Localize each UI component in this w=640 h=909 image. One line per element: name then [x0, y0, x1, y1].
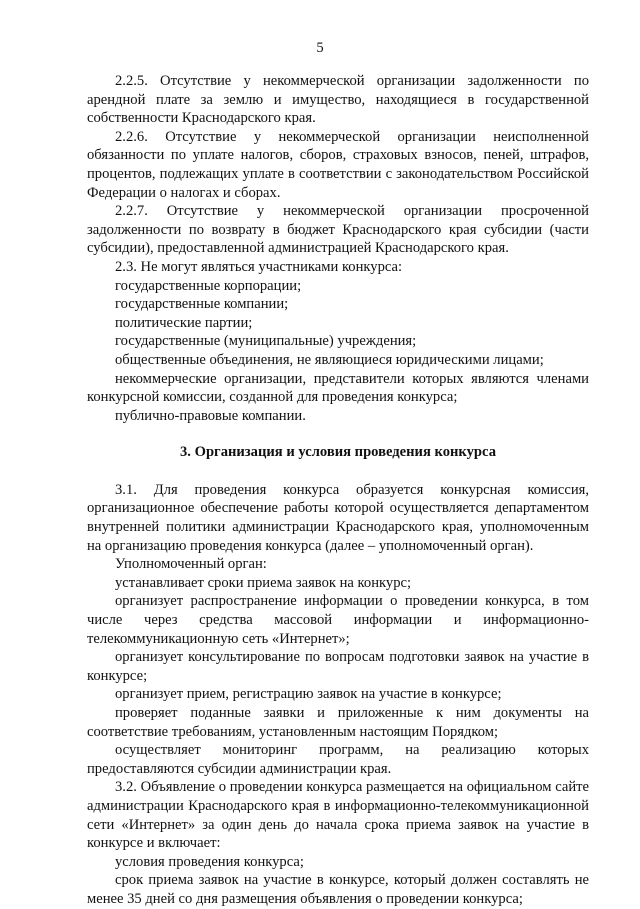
list-item: организует распространение информации о проведении конкурса, в том числе через средства массовой информации и информационно-телекоммуникационную сеть «Интернет»;	[87, 593, 589, 647]
list-item: осуществляет мониторинг программ, на реализацию которых предоставляются субсидии администрации края.	[87, 742, 589, 777]
list-item: срок приема заявок на участие в конкурсе, который должен составлять не менее 35 дней со дня размещения объявления о проведении конкурса;	[87, 872, 589, 907]
paragraph-3-1: 3.1. Для проведения конкурса образуется конкурсная комиссия, организационное обеспечение работы которой осуществляется департаментом внутренней политики администрации Краснодарского края, уполномоченным на организацию проведения конкурса (далее – уполномоченный орган).	[87, 481, 589, 554]
list-item: организует прием, регистрацию заявок на участие в конкурсе;	[115, 686, 502, 703]
list-item: государственные корпорации;	[115, 277, 302, 294]
list-item: условия проведения конкурса;	[115, 853, 304, 870]
paragraph-2-3: 2.3. Не могут являться участниками конкурса:	[115, 258, 403, 275]
paragraph-2-2-6: 2.2.6. Отсутствие у некоммерческой организации неисполненной обязанности по уплате налогов, сборов, страховых взносов, пеней, штрафов, процентов, подлежащих уплате в соответствии с законодательством Российской Федерации о налогах и сборах.	[87, 128, 589, 201]
paragraph-2-2-5: 2.2.5. Отсутствие у некоммерческой организации задолженности по арендной плате за землю и имущество, находящиеся в государственной собственности Краснодарского края.	[87, 73, 589, 127]
paragraph-3-2: 3.2. Объявление о проведении конкурса размещается на официальном сайте администрации Краснодарского края в информационно-телекоммуникационной сети «Интернет» за один день до начала срока приема заявок на участие в конкурсе и включает:	[87, 779, 589, 852]
list-item: некоммерческие организации, представители которых являются членами конкурсной комиссии, созданной для проведения конкурса;	[87, 370, 589, 406]
document-body	[87, 72, 589, 909]
list-item: организует консультирование по вопросам подготовки заявок на участие в конкурсе;	[87, 649, 589, 684]
paragraph-2-2-7: 2.2.7. Отсутствие у некоммерческой организации просроченной задолженности по возврату в бюджет Краснодарского края субсидии (части субсидии), предоставленной администрацией Краснодарского края.	[87, 203, 589, 257]
section-heading: 3. Организация и условия проведения конкурса	[180, 444, 496, 461]
list-item: государственные (муниципальные) учреждения;	[115, 333, 417, 350]
list-item: устанавливает сроки приема заявок на конкурс;	[115, 574, 412, 591]
list-item: государственные компании;	[115, 296, 289, 313]
list-item: публично-правовые компании.	[115, 407, 306, 424]
paragraph-authority: Уполномоченный орган:	[115, 556, 267, 573]
list-item: общественные объединения, не являющиеся юридическими лицами;	[115, 351, 544, 368]
page-number: 5	[316, 40, 324, 56]
list-item: проверяет поданные заявки и приложенные к ним документы на соответствие требованиям, установленным настоящим Порядком;	[87, 705, 589, 740]
list-item: политические партии;	[115, 314, 253, 331]
